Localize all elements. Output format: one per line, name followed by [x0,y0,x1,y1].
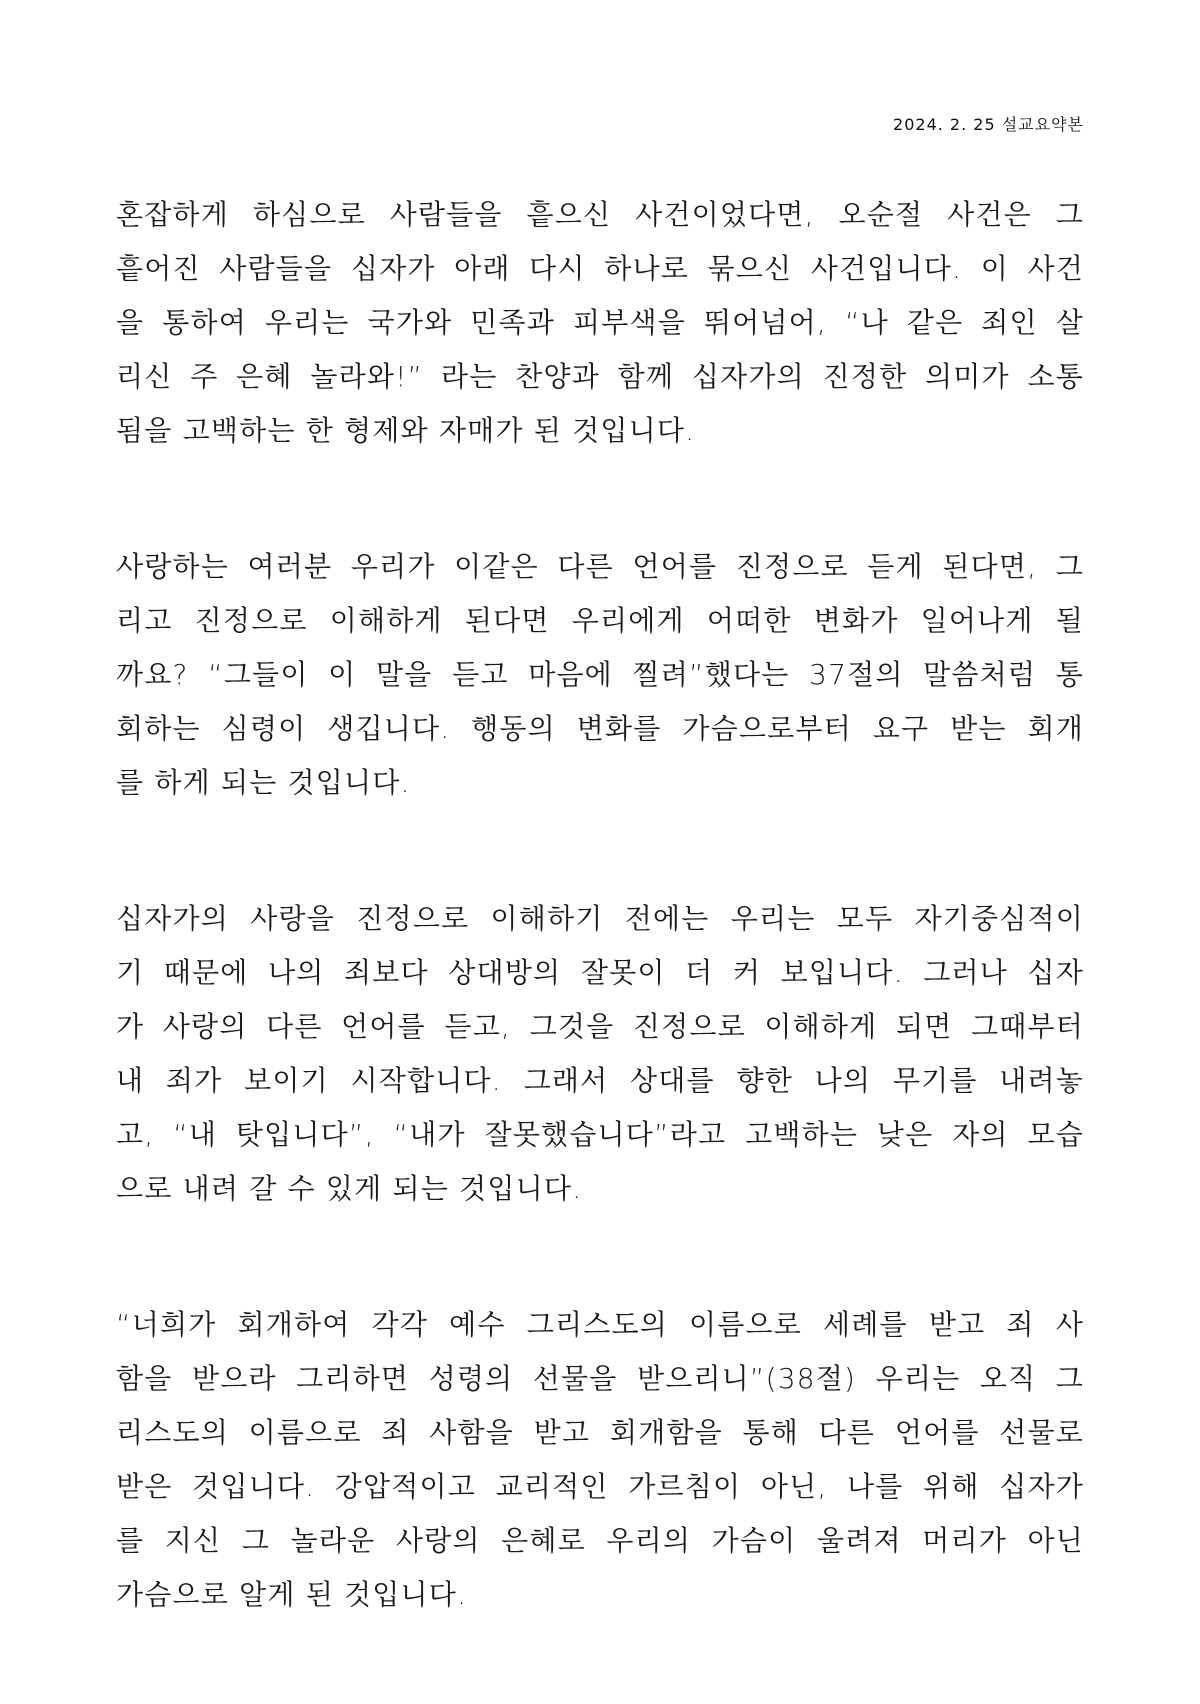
text-line: 회하는 심령이 생깁니다. 행동의 변화를 가슴으로부터 요구 받는 회개 [116,712,1084,745]
text-line: 를 지신 그 놀라운 사랑의 은혜로 우리의 가슴이 울려져 머리가 아닌 [116,1524,1084,1557]
text-line: 를 하게 되는 것입니다. [116,766,411,799]
text-line: 고, “내 탓입니다”, “내가 잘못했습니다”라고 고백하는 낮은 자의 모습 [116,1118,1084,1151]
text-line: 을 통하여 우리는 국가와 민족과 피부색을 뛰어넘어, “나 같은 죄인 살 [116,306,1084,339]
text-line: 함을 받으라 그리하면 성령의 선물을 받으리니”(38절) 우리는 오직 그 [116,1362,1084,1395]
sermon-body [116,188,1084,1704]
text-line: 사랑하는 여러분 우리가 이같은 다른 언어를 진정으로 듣게 된다면, 그 [116,550,1084,583]
paragraph-2 [116,540,1084,810]
text-line: 가슴으로 알게 된 것입니다. [116,1578,468,1611]
text-line: 리스도의 이름으로 죄 사함을 받고 회개함을 통해 다른 언어를 선물로 [116,1416,1084,1449]
text-line: 됨을 고백하는 한 형제와 자매가 된 것입니다. [116,414,696,447]
text-line: “너희가 회개하여 각각 예수 그리스도의 이름으로 세례를 받고 죄 사 [116,1308,1084,1341]
paragraph-1 [116,188,1084,458]
text-line: 십자가의 사랑을 진정으로 이해하기 전에는 우리는 모두 자기중심적이 [116,902,1084,935]
document-date-title: 2024. 2. 25 설교요약본 [893,115,1084,134]
text-line: 가 사랑의 다른 언어를 듣고, 그것을 진정으로 이해하게 되면 그때부터 [116,1010,1084,1043]
text-line: 으로 내려 갈 수 있게 되는 것입니다. [116,1172,583,1205]
text-line: 흩어진 사람들을 십자가 아래 다시 하나로 묶으신 사건입니다. 이 사건 [116,252,1084,285]
text-line: 기 때문에 나의 죄보다 상대방의 잘못이 더 커 보입니다. 그러나 십자 [116,956,1084,989]
text-line: 내 죄가 보이기 시작합니다. 그래서 상대를 향한 나의 무기를 내려놓 [116,1064,1084,1097]
paragraph-4 [116,1298,1084,1622]
paragraph-3 [116,892,1084,1216]
text-line: 리고 진정으로 이해하게 된다면 우리에게 어떠한 변화가 일어나게 될 [116,604,1084,637]
text-line: 받은 것입니다. 강압적이고 교리적인 가르침이 아닌, 나를 위해 십자가 [116,1470,1084,1503]
text-line: 까요? “그들이 이 말을 듣고 마음에 찔려”했다는 37절의 말씀처럼 통 [116,658,1084,691]
text-line: 혼잡하게 하심으로 사람들을 흩으신 사건이었다면, 오순절 사건은 그 [116,198,1084,231]
text-line: 리신 주 은혜 놀라와!” 라는 찬양과 함께 십자가의 진정한 의미가 소통 [116,360,1084,393]
